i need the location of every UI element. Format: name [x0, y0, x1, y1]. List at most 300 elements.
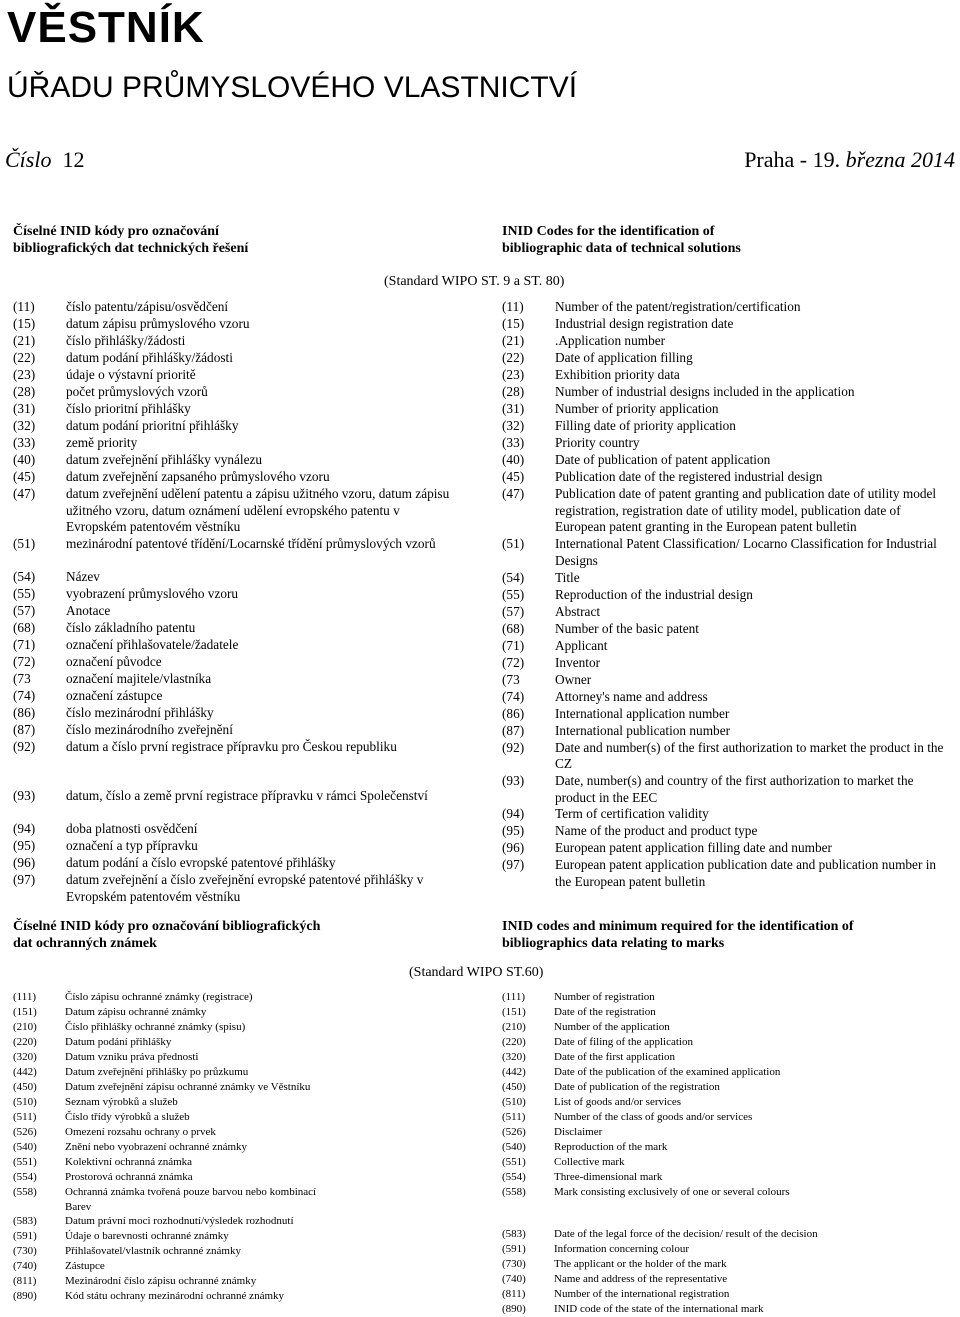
list-item	[13, 1185, 343, 1214]
section2-standard: (Standard WIPO ST.60)	[409, 965, 544, 980]
inid-code: (591)	[13, 1230, 37, 1243]
inid-description: označení původce	[66, 654, 162, 670]
inid-description: datum podání a číslo evropské patentové přihlášky	[66, 855, 336, 871]
inid-description: Disclaimer	[554, 1126, 603, 1138]
list-item	[13, 1005, 343, 1020]
inid-code: (47)	[13, 486, 36, 501]
inid-description: Term of certification validity	[555, 806, 709, 822]
inid-code: (40)	[502, 452, 525, 467]
inid-description: Kolektivní ochranná známka	[65, 1156, 193, 1168]
page-title: VĚSTNÍK	[7, 3, 205, 52]
list-item	[502, 469, 952, 486]
inid-code: (94)	[502, 806, 525, 822]
inid-description: číslo přihlášky/žádosti	[66, 333, 186, 348]
list-item	[13, 620, 463, 637]
list-item	[502, 621, 952, 638]
inid-description: Inventor	[555, 654, 601, 670]
heading-line: INID Codes for the identification of	[502, 224, 715, 239]
inid-code: (28)	[502, 384, 525, 399]
list-item	[502, 773, 952, 806]
inid-description: Znění nebo vyobrazení ochranné známky	[65, 1141, 248, 1153]
inid-description: datum zveřejnění přihlášky vynálezu	[66, 452, 263, 467]
inid-code: (450)	[13, 1081, 37, 1093]
inid-description: číslo prioritní přihlášky	[66, 401, 191, 416]
inid-code: (210)	[13, 1021, 37, 1033]
section2-list-en	[502, 990, 902, 1317]
inid-description: Seznam výrobků a služeb	[65, 1096, 178, 1108]
list-item	[13, 316, 463, 333]
section1-list-en	[502, 299, 952, 891]
list-item	[13, 722, 463, 739]
list-item	[502, 1095, 902, 1110]
inid-description: označení přihlašovatele/žadatele	[66, 637, 239, 653]
inid-code: (31)	[13, 401, 36, 416]
inid-code: (111)	[502, 991, 526, 1003]
inid-code: (23)	[502, 367, 525, 382]
inid-code: (526)	[502, 1126, 526, 1138]
list-item	[13, 1065, 343, 1080]
inid-description: International publication number	[555, 722, 731, 738]
inid-code: (71)	[502, 637, 525, 653]
list-item	[502, 638, 952, 655]
inid-description: Priority country	[555, 435, 640, 450]
inid-description: Date of the publication of the examined application	[554, 1066, 781, 1078]
inid-description: Date of the legal force of the decision/ result of the decision	[554, 1228, 818, 1241]
inid-code: (94)	[13, 821, 36, 837]
list-item	[13, 1229, 343, 1244]
inid-code: (320)	[502, 1051, 526, 1063]
inid-code: (551)	[13, 1156, 37, 1168]
inid-description: datum a číslo první registrace přípravku pro Českou republiku	[66, 739, 397, 755]
inid-code: (93)	[13, 788, 36, 804]
inid-code: (51)	[13, 536, 36, 552]
inid-code: (97)	[502, 857, 525, 873]
list-item	[13, 1289, 343, 1304]
inid-description: Owner	[555, 671, 592, 687]
list-item	[13, 1244, 343, 1259]
list-item	[502, 706, 952, 723]
list-item	[502, 367, 952, 384]
inid-code: (21)	[502, 333, 525, 348]
inid-code: (40)	[13, 452, 36, 467]
inid-code: (33)	[502, 435, 525, 450]
inid-description: Date of filing of the application	[554, 1036, 693, 1048]
inid-description: číslo patentu/zápisu/osvědčení	[66, 299, 229, 314]
list-item	[13, 401, 463, 418]
inid-description: Number of registration	[554, 991, 655, 1003]
list-item	[13, 1214, 343, 1229]
list-item	[502, 740, 952, 773]
inid-code: (87)	[502, 722, 525, 738]
inid-code: (730)	[502, 1258, 526, 1271]
inid-description: European patent application filling date and number	[555, 840, 832, 856]
list-item	[502, 1005, 902, 1020]
inid-description: Industrial design registration date	[555, 316, 734, 331]
inid-code: (86)	[502, 705, 525, 721]
list-item	[502, 384, 952, 401]
inid-description: Přihlašovatel/vlastník ochranné známky	[65, 1245, 241, 1258]
inid-code: (95)	[13, 838, 36, 854]
list-item	[13, 788, 463, 821]
issue-label: Číslo	[5, 147, 52, 172]
inid-description: datum podání prioritní přihlášky	[66, 418, 239, 433]
inid-description: datum zveřejnění zapsaného průmyslového vzoru	[66, 469, 330, 484]
inid-description: Datum právní moci rozhodnutí/výsledek rozhodnutí	[65, 1215, 294, 1228]
inid-description: INID code of the state of the international mark	[554, 1303, 764, 1316]
list-item	[502, 536, 952, 569]
inid-description: označení a typ přípravku	[66, 838, 198, 854]
inid-description: Three-dimensional mark	[554, 1171, 663, 1183]
inid-description: Number of the patent/registration/certification	[555, 299, 801, 314]
inid-description: Date of publication of the registration	[554, 1081, 720, 1093]
inid-code: (95)	[502, 823, 525, 839]
inid-code: (583)	[502, 1228, 526, 1241]
inid-description: Publication date of patent granting and publication date of utility model registration, registration date of utility model, publication date of European patent granting in the European patent bulletin	[555, 486, 937, 535]
list-item	[13, 671, 463, 688]
list-item	[13, 1274, 343, 1289]
inid-code: (57)	[502, 603, 525, 619]
list-item	[13, 418, 463, 435]
inid-code: (31)	[502, 401, 525, 416]
inid-code: (220)	[13, 1036, 37, 1048]
inid-code: (96)	[502, 840, 525, 856]
inid-code: (96)	[13, 855, 36, 871]
inid-code: (151)	[13, 1006, 37, 1018]
list-item	[502, 1155, 902, 1170]
inid-description: Název	[66, 569, 100, 585]
list-item	[13, 452, 463, 469]
section2-heading-cz	[13, 918, 320, 952]
inid-code: (442)	[502, 1066, 526, 1078]
inid-description: Name of the product and product type	[555, 823, 758, 839]
list-item	[13, 1155, 343, 1170]
list-item	[13, 603, 463, 620]
inid-description: Number of priority application	[555, 401, 719, 416]
inid-description: Information concerning colour	[554, 1243, 690, 1256]
inid-code: (220)	[502, 1036, 526, 1048]
inid-code: (93)	[502, 772, 525, 788]
inid-code: (45)	[13, 469, 36, 484]
list-item	[13, 333, 463, 350]
heading-line: INID codes and minimum required for the identification of	[502, 919, 854, 934]
list-item	[502, 1020, 902, 1035]
inid-code: (526)	[13, 1126, 37, 1138]
list-item	[13, 586, 463, 603]
list-item	[13, 654, 463, 671]
inid-code: (32)	[502, 418, 525, 433]
inid-code: (32)	[13, 418, 36, 433]
inid-code: (23)	[13, 367, 36, 382]
inid-description: Kód státu ochrany mezinárodní ochranné známky	[65, 1290, 285, 1303]
inid-code: (890)	[502, 1303, 526, 1316]
list-item	[502, 1170, 902, 1185]
inid-description: Číslo zápisu ochranné známky (registrace)	[65, 991, 253, 1003]
inid-description: mezinárodní patentové třídění/Locarnské třídění průmyslových vzorů	[66, 536, 436, 552]
inid-description: datum, číslo a země první registrace přípravku v rámci Společenství	[66, 788, 428, 804]
inid-code: (554)	[13, 1171, 37, 1183]
list-item	[502, 570, 952, 587]
inid-description: číslo mezinárodního zveřejnění	[66, 722, 233, 738]
inid-code: (54)	[13, 569, 36, 585]
list-item	[502, 1035, 902, 1050]
list-item	[13, 838, 463, 855]
inid-code: (73	[13, 671, 31, 687]
inid-description: International application number	[555, 705, 730, 721]
inid-code: (47)	[502, 486, 525, 501]
inid-code: (151)	[502, 1006, 526, 1018]
inid-code: (510)	[502, 1096, 526, 1108]
inid-description: datum zveřejnění a číslo zveřejnění evropské patentové přihlášky v Evropském patentovém věstníku	[66, 872, 424, 904]
inid-description: Name and address of the representative	[554, 1273, 728, 1286]
inid-description: Attorney's name and address	[555, 688, 708, 704]
inid-description: datum zápisu průmyslového vzoru	[66, 316, 250, 331]
inid-code: (591)	[502, 1243, 526, 1256]
inid-description: Datum podání přihlášky	[65, 1036, 172, 1048]
list-item	[502, 723, 952, 740]
list-item	[13, 384, 463, 401]
list-item	[13, 821, 463, 838]
inid-description: doba platnosti osvědčení	[66, 821, 198, 837]
inid-code: (511)	[502, 1111, 526, 1123]
inid-description: Datum zápisu ochranné známky	[65, 1006, 207, 1018]
list-item	[13, 990, 343, 1005]
list-item	[13, 1050, 343, 1065]
list-item	[502, 587, 952, 604]
inid-description: Datum zveřejnění přihlášky po průzkumu	[65, 1066, 249, 1078]
heading-line: Číselné INID kódy pro označování bibliografických	[13, 919, 321, 934]
inid-code: (28)	[13, 384, 36, 399]
list-item	[502, 350, 952, 367]
list-item	[13, 486, 463, 536]
inid-code: (71)	[13, 637, 36, 653]
heading-line: bibliographic data of technical solutions	[502, 241, 741, 256]
inid-code: (811)	[13, 1275, 37, 1288]
list-item	[502, 1110, 902, 1125]
inid-code: (55)	[13, 586, 36, 602]
list-item	[13, 855, 463, 872]
inid-description: Číslo třídy výrobků a služeb	[65, 1111, 190, 1123]
inid-description: Applicant	[555, 637, 608, 653]
list-item	[502, 316, 952, 333]
inid-description: vyobrazení průmyslového vzoru	[66, 586, 239, 602]
heading-line: Číselné INID kódy pro označování	[13, 224, 219, 239]
list-item	[502, 452, 952, 469]
list-item	[502, 1272, 902, 1287]
list-item	[13, 1035, 343, 1050]
list-item	[502, 299, 952, 316]
inid-code: (450)	[502, 1081, 526, 1093]
inid-code: (320)	[13, 1051, 37, 1063]
inid-code: (540)	[502, 1141, 526, 1153]
inid-code: (72)	[502, 654, 525, 670]
list-item	[13, 1140, 343, 1155]
inid-description: číslo základního patentu	[66, 620, 196, 636]
list-item	[13, 299, 463, 316]
list-item	[502, 1302, 902, 1317]
section1-heading-cz	[13, 223, 248, 257]
inid-code: (554)	[502, 1171, 526, 1183]
inid-code: (55)	[502, 586, 525, 602]
inid-code: (15)	[502, 316, 525, 331]
list-item	[13, 435, 463, 452]
inid-description: Publication date of the registered industrial design	[555, 469, 823, 484]
inid-code: (811)	[502, 1288, 526, 1301]
inid-description: Reproduction of the mark	[554, 1141, 668, 1153]
inid-code: (72)	[13, 654, 36, 670]
inid-description: označení majitele/vlastníka	[66, 671, 212, 687]
list-item	[13, 536, 463, 569]
inid-description: Date of application filling	[555, 350, 693, 365]
inid-code: (22)	[502, 350, 525, 365]
list-item	[13, 637, 463, 654]
inid-code: (210)	[502, 1021, 526, 1033]
inid-code: (45)	[502, 469, 525, 484]
list-item	[502, 1140, 902, 1155]
inid-description: European patent application publication date and publication number in the European patent bulletin	[555, 857, 937, 890]
inid-code: (21)	[13, 333, 36, 348]
inid-code: (740)	[13, 1260, 37, 1273]
list-item	[13, 1125, 343, 1140]
inid-code: (54)	[502, 569, 525, 585]
list-item	[502, 857, 952, 890]
list-item	[502, 806, 952, 823]
inid-description: Mezinárodní číslo zápisu ochranné známky	[65, 1275, 257, 1288]
inid-code: (11)	[502, 299, 524, 314]
inid-description: Number of industrial designs included in the application	[555, 384, 855, 399]
list-item	[502, 435, 952, 452]
inid-description: Zástupce	[65, 1260, 105, 1273]
inid-description: Abstract	[555, 603, 601, 619]
list-item	[502, 486, 952, 536]
inid-code: (511)	[13, 1111, 37, 1123]
heading-line: bibliographics data relating to marks	[502, 936, 725, 951]
list-item	[502, 1287, 902, 1302]
inid-description: počet průmyslových vzorů	[66, 384, 208, 399]
inid-description: .Application number	[555, 333, 666, 348]
list-item	[502, 333, 952, 350]
inid-description: Mark consisting exclusively of one or several colours	[554, 1186, 790, 1198]
inid-description: Number of the class of goods and/or services	[554, 1111, 753, 1123]
inid-description: Title	[555, 569, 580, 585]
list-item	[502, 1185, 902, 1214]
inid-code: (73	[502, 671, 520, 687]
inid-description: Ochranná známka tvořená pouze barvou nebo kombinací Barev	[65, 1186, 317, 1213]
list-item	[502, 689, 952, 706]
page-subtitle: ÚŘADU PRŮMYSLOVÉHO VLASTNICTVÍ	[7, 71, 578, 104]
inid-code: (111)	[13, 991, 37, 1003]
inid-description: číslo mezinárodní přihlášky	[66, 705, 214, 721]
list-item	[502, 1227, 902, 1242]
inid-code: (68)	[13, 620, 36, 636]
inid-description: Date of the registration	[554, 1006, 656, 1018]
inid-code: (890)	[13, 1290, 37, 1303]
issue-number: 12	[62, 147, 85, 172]
inid-description: Date of the first application	[554, 1051, 675, 1063]
list-item	[502, 1257, 902, 1272]
inid-description: datum podání přihlášky/žádosti	[66, 350, 233, 365]
inid-code: (15)	[13, 316, 36, 331]
list-item	[502, 1065, 902, 1080]
inid-code: (74)	[502, 688, 525, 704]
inid-code: (558)	[13, 1186, 37, 1198]
list-item	[502, 990, 902, 1005]
inid-code: (87)	[13, 722, 36, 738]
inid-description: země priority	[66, 435, 138, 450]
inid-description: The applicant or the holder of the mark	[554, 1258, 727, 1271]
inid-code: (442)	[13, 1066, 37, 1078]
inid-code: (11)	[13, 299, 35, 314]
inid-description: datum zveřejnění udělení patentu a zápisu užitného vzoru, datum zápisu užitného vzoru, datum oznámení udělení evropského patentu v Evropském patentovém věstníku	[66, 486, 450, 535]
list-item	[13, 872, 463, 905]
list-item	[502, 672, 952, 689]
inid-description: Reproduction of the industrial design	[555, 586, 753, 602]
inid-description: International Patent Classification/ Locarno Classification for Industrial Designs	[555, 536, 937, 568]
section1-heading-en	[502, 223, 741, 257]
inid-code: (68)	[502, 620, 525, 636]
issue-place: Praha - 19.	[744, 147, 841, 172]
list-item	[502, 1242, 902, 1257]
list-item	[502, 1125, 902, 1140]
issue-date-text: března 2014	[845, 147, 955, 172]
inid-description: označení zástupce	[66, 688, 163, 704]
list-item	[502, 604, 952, 621]
inid-code: (510)	[13, 1096, 37, 1108]
list-item	[13, 1095, 343, 1110]
inid-description: Date, number(s) and country of the first authorization to market the product in the EEC	[555, 772, 914, 805]
inid-code: (92)	[502, 739, 525, 755]
list-item	[13, 1170, 343, 1185]
inid-description: Omezení rozsahu ochrany o prvek	[65, 1126, 216, 1138]
inid-code: (51)	[502, 536, 525, 552]
list-item	[13, 739, 463, 772]
list-item	[13, 1110, 343, 1125]
list-item	[13, 469, 463, 486]
section2-list-cz	[13, 990, 343, 1304]
inid-code: (730)	[13, 1245, 37, 1258]
list-item	[13, 569, 463, 586]
inid-code: (74)	[13, 688, 36, 704]
list-item	[502, 1050, 902, 1065]
list-item	[13, 1020, 343, 1035]
inid-code: (97)	[13, 872, 36, 888]
heading-line: dat ochranných známek	[13, 936, 157, 951]
list-item	[13, 688, 463, 705]
list-item	[13, 350, 463, 367]
inid-code: (583)	[13, 1215, 37, 1228]
list-item	[13, 1259, 343, 1274]
inid-description: Anotace	[66, 603, 111, 619]
list-item	[502, 418, 952, 435]
list-item	[502, 823, 952, 840]
inid-code: (22)	[13, 350, 36, 365]
inid-description: Number of the international registration	[554, 1288, 730, 1301]
inid-description: Exhibition priority data	[555, 367, 680, 382]
inid-code: (57)	[13, 603, 36, 619]
inid-code: (86)	[13, 705, 36, 721]
list-item	[502, 840, 952, 857]
inid-description: Number of the application	[554, 1021, 670, 1033]
section2-heading-en	[502, 918, 854, 952]
inid-description: List of goods and/or services	[554, 1096, 682, 1108]
inid-description: Number of the basic patent	[555, 620, 699, 636]
inid-code: (33)	[13, 435, 36, 450]
inid-code: (540)	[13, 1141, 37, 1153]
inid-description: Collective mark	[554, 1156, 625, 1168]
list-item	[13, 705, 463, 722]
inid-description: Filling date of priority application	[555, 418, 736, 433]
issue-info	[5, 146, 84, 174]
inid-code: (558)	[502, 1186, 526, 1198]
